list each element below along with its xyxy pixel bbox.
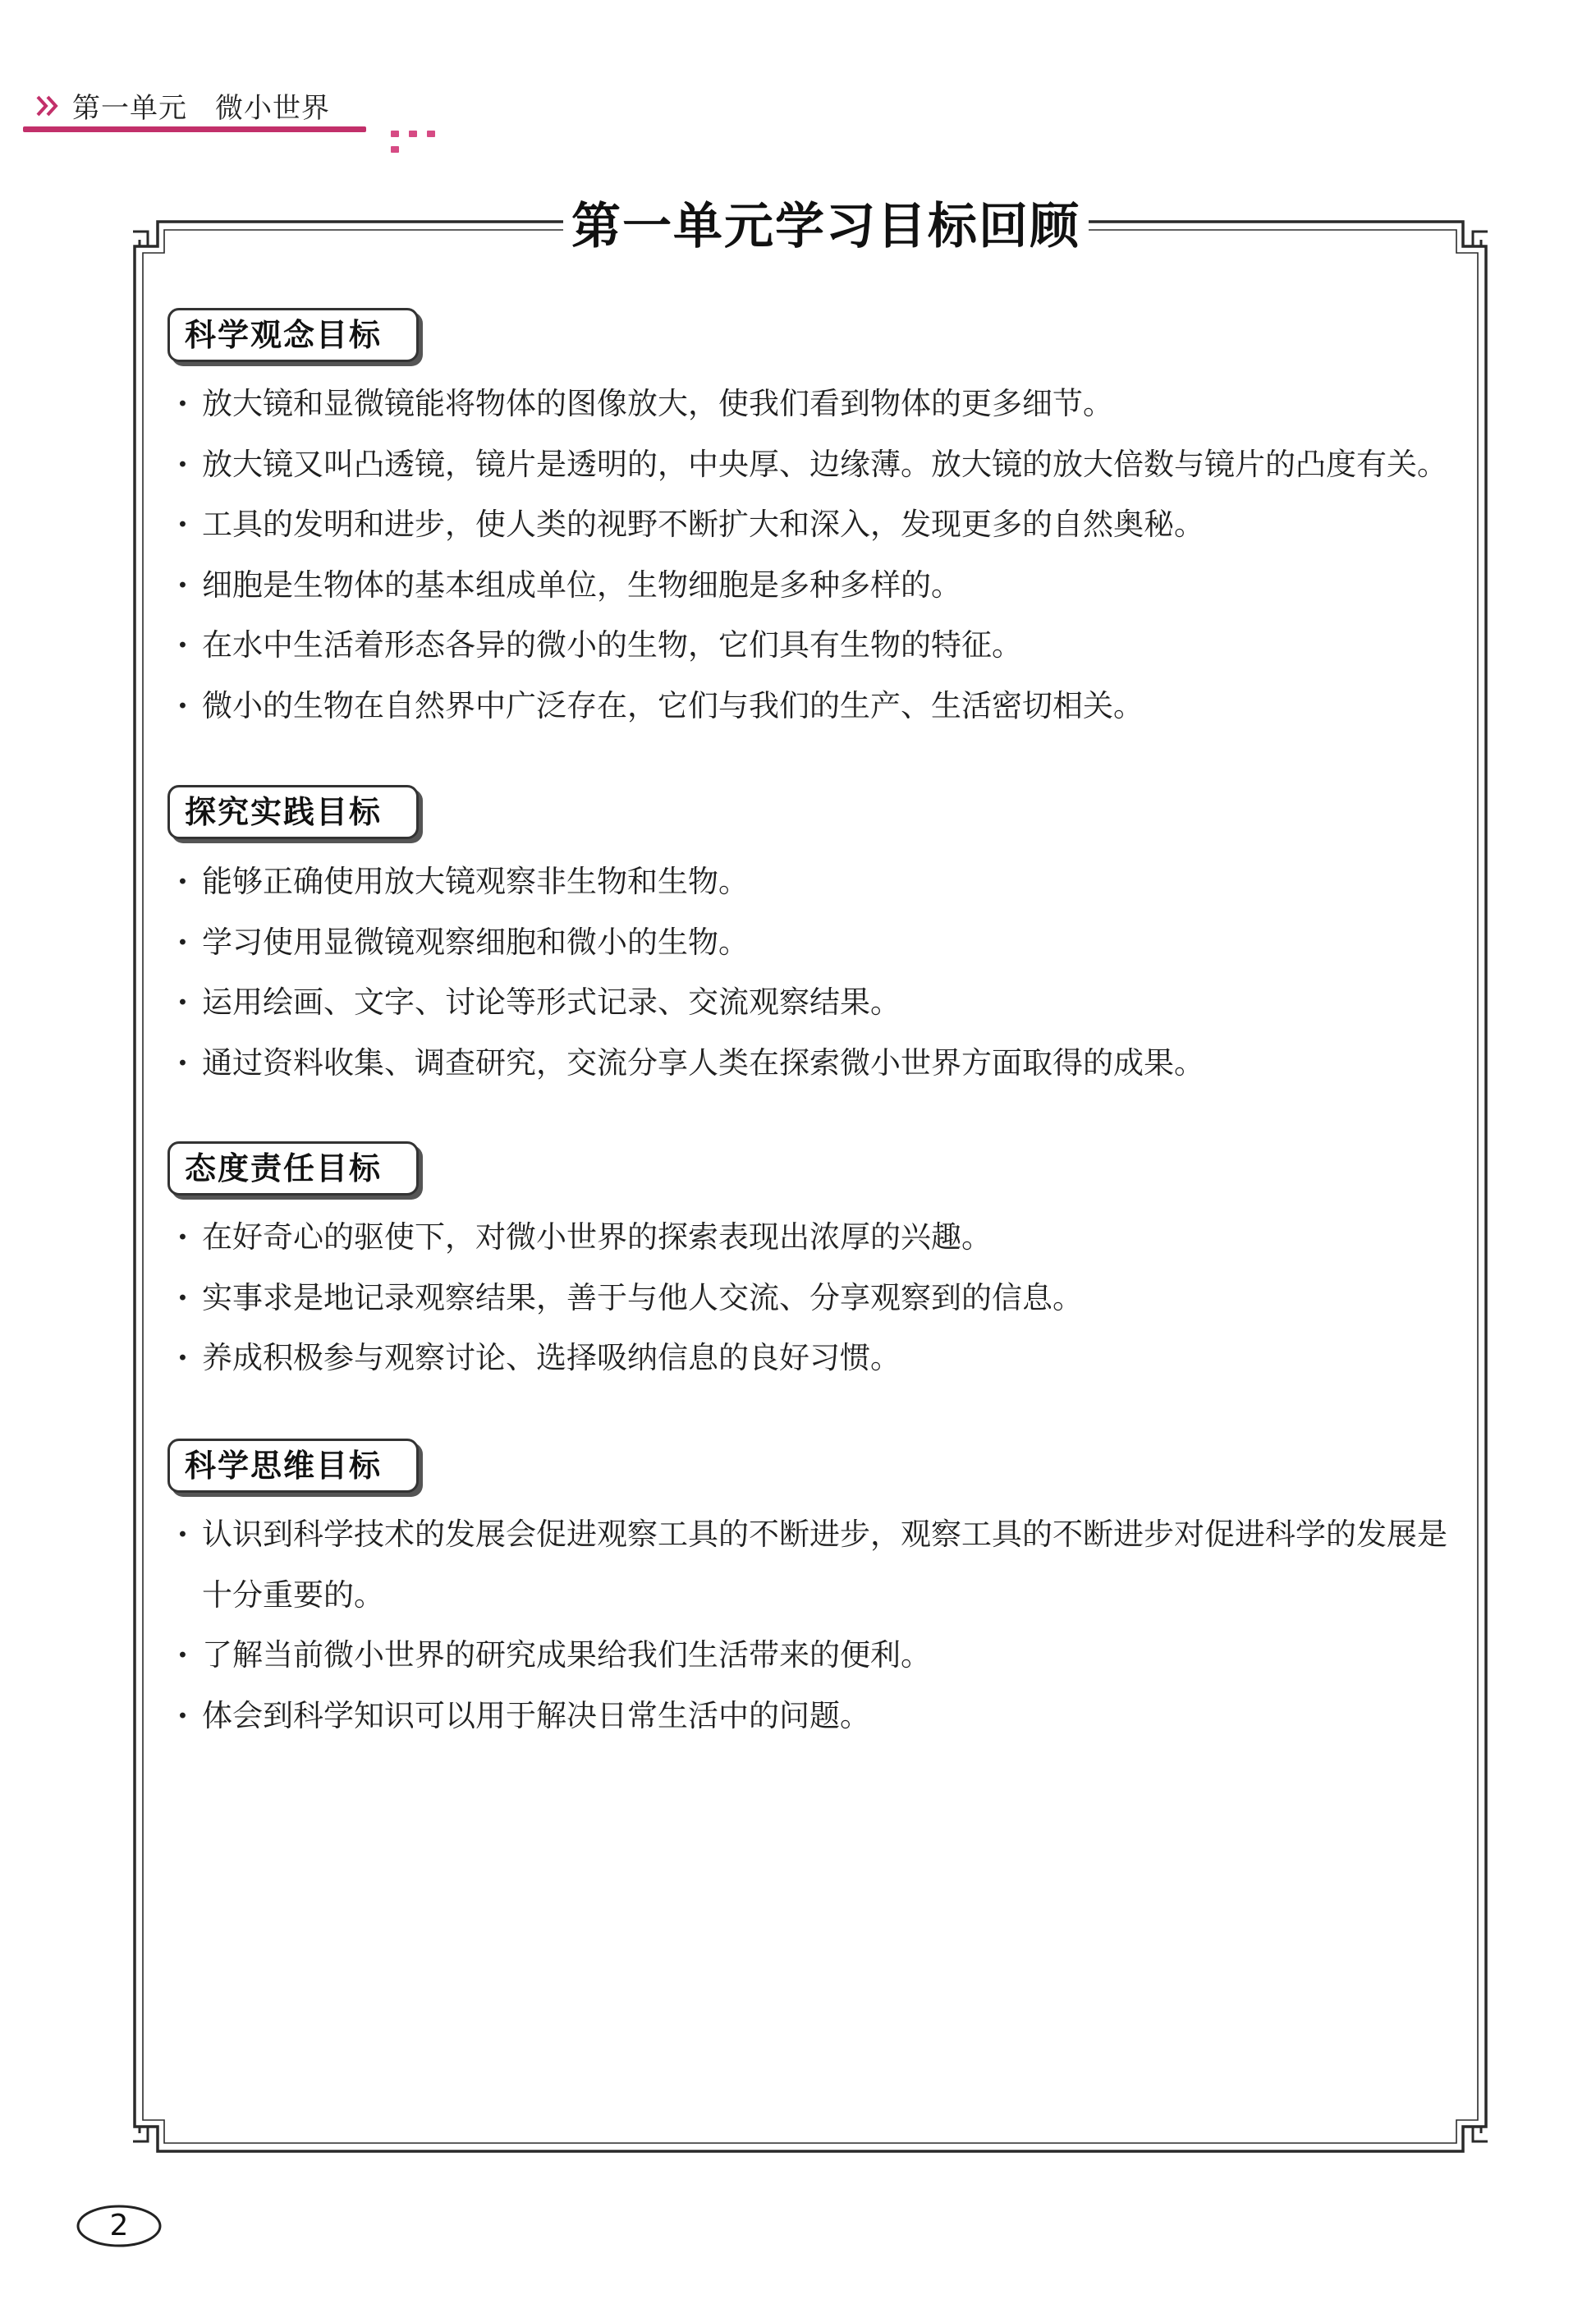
section-label-practice: 探究实践目标	[167, 785, 419, 839]
list-item: · 认识到科学技术的发展会促进观察工具的不断进步，观察工具的不断进步对促进科学的发展是十分重要的。	[174, 1504, 1471, 1625]
list-item: · 运用绘画、文字、讨论等形式记录、交流观察结果。	[174, 972, 1471, 1033]
list-item: · 通过资料收集、调查研究，交流分享人类在探索微小世界方面取得的成果。	[174, 1033, 1471, 1094]
list-item: · 实事求是地记录观察结果，善于与他人交流、分享观察到的信息。	[174, 1268, 1471, 1329]
header-unit: 第一单元	[72, 92, 187, 125]
section-list-attitude	[174, 1207, 1471, 1388]
list-item: · 体会到科学知识可以用于解决日常生活中的问题。	[174, 1686, 1471, 1746]
section-list-concept	[174, 374, 1471, 736]
section-list-thinking	[174, 1504, 1471, 1746]
list-item: · 放大镜和显微镜能将物体的图像放大，使我们看到物体的更多细节。	[174, 374, 1471, 434]
header-unit-title: 微小世界	[215, 92, 330, 125]
page-title: 第一单元学习目标回顾	[563, 187, 1089, 258]
list-item: · 在好奇心的驱使下，对微小世界的探索表现出浓厚的兴趣。	[174, 1207, 1471, 1268]
list-item: · 放大镜又叫凸透镜，镜片是透明的，中央厚、边缘薄。放大镜的放大倍数与镜片的凸度有关。	[174, 434, 1471, 495]
section-label-thinking: 科学思维目标	[167, 1439, 419, 1493]
list-item: · 养成积极参与观察讨论、选择吸纳信息的良好习惯。	[174, 1328, 1471, 1388]
section-label-attitude: 态度责任目标	[167, 1141, 419, 1196]
list-item: · 了解当前微小世界的研究成果给我们生活带来的便利。	[174, 1625, 1471, 1686]
list-item: · 在水中生活着形态各异的微小的生物，它们具有生物的特征。	[174, 615, 1471, 676]
list-item: · 学习使用显微镜观察细胞和微小的生物。	[174, 912, 1471, 973]
list-item: · 工具的发明和进步，使人类的视野不断扩大和深入，发现更多的自然奥秘。	[174, 494, 1471, 555]
section-list-practice	[174, 851, 1471, 1093]
section-label-concept: 科学观念目标	[167, 308, 419, 362]
page-number-badge	[76, 2204, 163, 2248]
list-item: · 能够正确使用放大镜观察非生物和生物。	[174, 851, 1471, 912]
list-item: · 细胞是生物体的基本组成单位，生物细胞是多种多样的。	[174, 555, 1471, 616]
list-item: · 微小的生物在自然界中广泛存在，它们与我们的生产、生活密切相关。	[174, 676, 1471, 737]
page-number: 2	[109, 2209, 129, 2242]
